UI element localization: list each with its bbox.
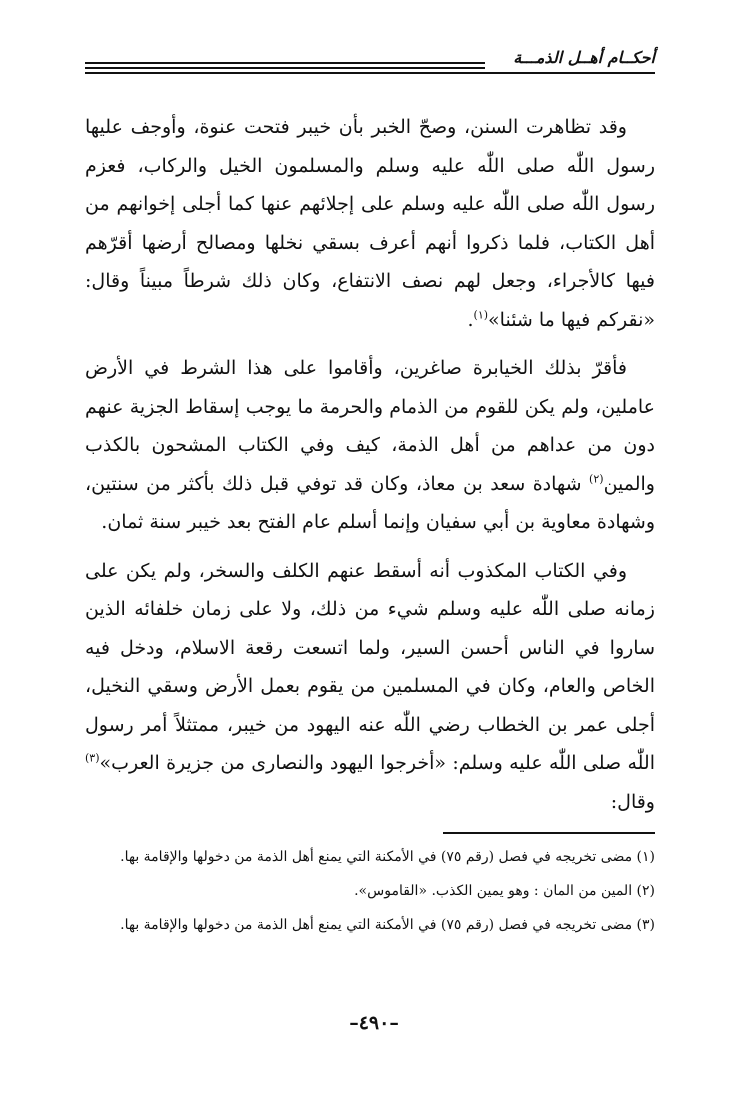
footnote-reference[interactable]: (١) <box>473 308 489 322</box>
footnote: (٢) المين من المان : وهو يمين الكذب. «القاموس». <box>354 883 655 899</box>
running-header <box>85 48 655 82</box>
footnote-separator <box>443 832 655 834</box>
footnote-reference[interactable]: (٢) <box>589 472 604 486</box>
header-rule <box>85 62 485 64</box>
paragraph <box>85 349 655 542</box>
paragraph-text: شهادة سعد بن معاذ، وكان قد توفي قبل ذلك بأكثر من سنتين، وشهادة معاوية بن أبي سفيان وإنما أسلم عام الفتح بعد خيبر سنة ثمان. <box>85 472 655 533</box>
paragraph-text: . <box>467 308 474 331</box>
paragraph-text: وقد تظاهرت السنن، وصحّ الخبر بأن خيبر فتحت عنوة، وأوجف عليها رسول اللّٰه صلى اللّٰه عليه وسلم والمسلمون الخيل والركاب، فعزم رسول اللّٰه صلى اللّٰه عليه وسلم على إجلائهم عنها كما أجلى إخوانهم من أهل الكتاب، فلما ذكروا أنهم أعرف بسقي نخلها ومصالح أرضها أقرّهم فيها كالأجراء، وجعل لهم نصف الانتفاع، وكان ذلك شرطاً مبيناً وقال: «نقركم فيها ما شئنا» <box>85 116 655 331</box>
page-number: –٤٩٠– <box>349 1012 399 1034</box>
paragraph-text: وفي الكتاب المكذوب أنه أسقط عنهم الكلف والسخر، ولم يكن على زمانه صلى اللّٰه عليه وسلم شيء من ذلك، ولا على زمان خلفائه الذين ساروا في الناس أحسن السير، ولما اتسعت رقعة الاسلام، ودخل فيه الخاص والعام، وكان في المسلمين من يقوم بعمل الأرض وسقي النخيل، أجلى عمر بن الخطاب رضي اللّٰه عنه اليهود من خيبر، ممتثلاً أمر رسول اللّٰه صلى اللّٰه عليه وسلم: «أخرجوا اليهود والنصارى من جزيرة العرب» <box>85 559 655 774</box>
footnote-reference[interactable]: (٣) <box>85 751 100 765</box>
paragraph-text: فأقرّ بذلك الخيابرة صاغرين، وأقاموا على هذا الشرط في الأرض عاملين، ولم يكن للقوم من الذمام والحرمة ما يوجب إسقاط الجزية عنهم دون من عداهم من أهل الذمة، كيف وفي الكتاب المشحون بالكذب والمين <box>85 357 655 495</box>
running-header-title: أحكــام أهــل الذمـــة <box>513 48 655 67</box>
paragraph <box>85 552 655 822</box>
footnote: (٣) مضى تخريجه في فصل (رقم ٧٥) في الأمكنة التي يمنع أهل الذمة من دخولها والإقامة بها. <box>120 917 655 933</box>
paragraph <box>85 108 655 339</box>
header-rule <box>85 72 655 74</box>
paragraph-text: وقال: <box>610 790 655 813</box>
main-text <box>85 108 655 831</box>
footnotes <box>85 842 655 944</box>
footnote: (١) مضى تخريجه في فصل (رقم ٧٥) في الأمكنة التي يمنع أهل الذمة من دخولها والإقامة بها. <box>120 849 655 865</box>
header-rule <box>85 67 485 69</box>
